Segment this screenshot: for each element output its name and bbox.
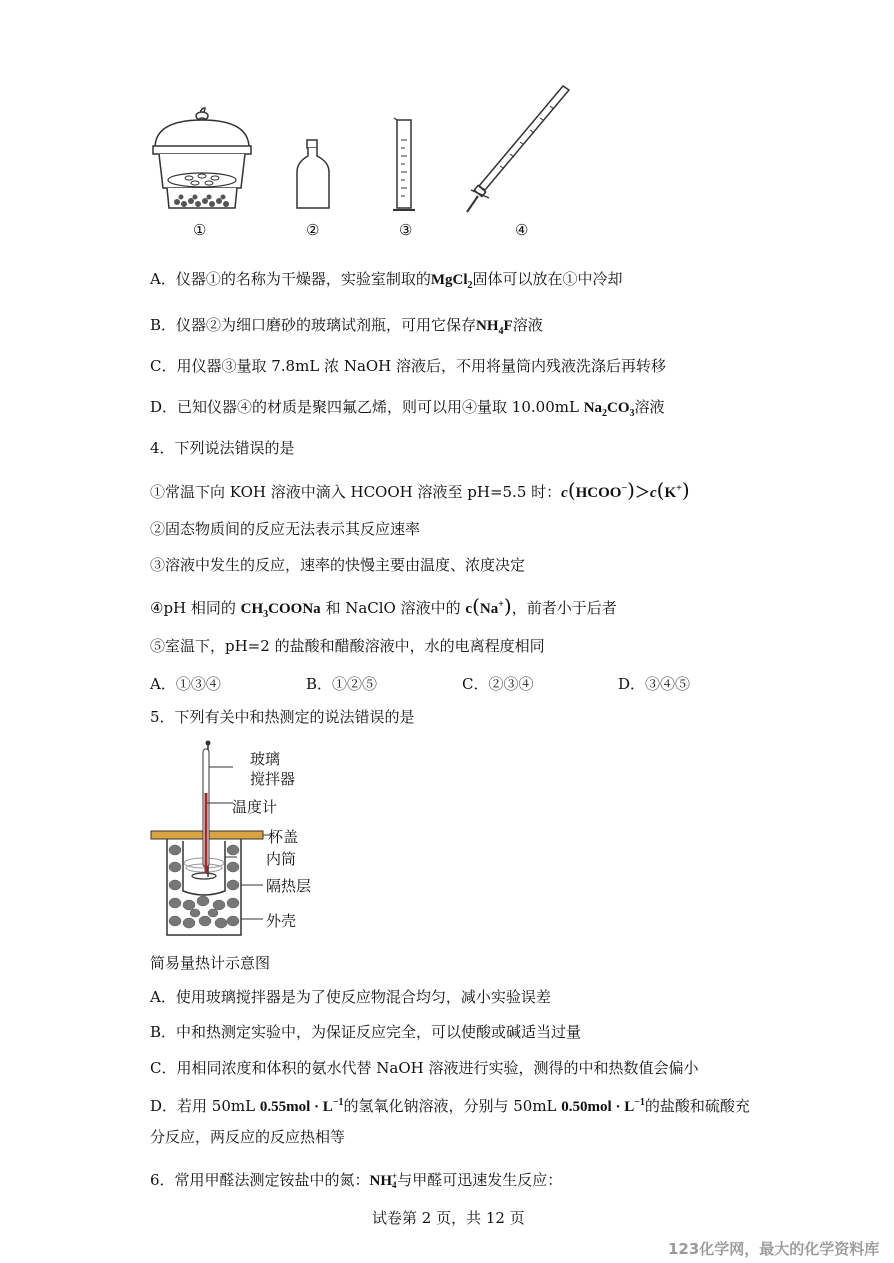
q3-option-c: C．用仪器③量取 7.8mL 浓 NaOH 溶液后，不用将量筒内残液洗涤后再转移 xyxy=(150,357,667,375)
q4-choice-d: D．③④⑤ xyxy=(618,675,691,693)
instrument-figure xyxy=(145,78,585,223)
diagram-label-inner-cylinder: 内筒 xyxy=(266,850,297,868)
desiccator-drawing xyxy=(153,108,251,208)
diagram-label-thermometer: 温度计 xyxy=(232,798,278,816)
q4-statement-1: ①常温下向 KOH 溶液中滴入 HCOOH 溶液至 pH=5.5 时：c(HCOO−)＞c(K+) xyxy=(150,478,690,502)
figure-label-4: ④ xyxy=(515,221,529,239)
q4-statement-4: ④pH 相同的 $CH_3COONa$ 和 NaClO 溶液中的 c(Na+)，前者小于后者 xyxy=(150,594,617,620)
q4-stem: 4．下列说法错误的是 xyxy=(150,439,295,457)
graduated-cylinder-drawing xyxy=(393,118,415,210)
burette-drawing xyxy=(467,86,569,212)
q4-choice-a: A．①③④ xyxy=(150,675,221,693)
q5-option-d-line2: 分反应，两反应的反应热相等 xyxy=(150,1128,346,1146)
q5-option-b: B．中和热测定实验中，为保证反应完全，可以使酸或碱适当过量 xyxy=(150,1023,582,1041)
q4-statement-3: ③溶液中发生的反应，速率的快慢主要由温度、浓度决定 xyxy=(150,556,526,574)
page-footer: 试卷第 2 页，共 12 页 xyxy=(372,1209,525,1227)
diagram-label-insulation: 隔热层 xyxy=(266,877,312,895)
diagram-label-lid: 杯盖 xyxy=(268,828,299,846)
q4-statement-2: ②固态物质间的反应无法表示其反应速率 xyxy=(150,520,421,538)
q5-option-c: C．用相同浓度和体积的氨水代替 NaOH 溶液进行实验，测得的中和热数值会偏小 xyxy=(150,1059,699,1077)
q4-choice-b: B．①②⑤ xyxy=(306,675,378,693)
q4-statement-5: ⑤室温下，pH=2 的盐酸和醋酸溶液中，水的电离程度相同 xyxy=(150,637,545,655)
figure-label-2: ② xyxy=(306,221,320,239)
q5-stem: 5．下列有关中和热测定的说法错误的是 xyxy=(150,708,415,726)
q3-option-b: B．仪器②为细口磨砂的玻璃试剂瓶，可用它保存$NH_4F$溶液 xyxy=(150,316,543,337)
q5-option-d-line1: D．若用 50mL $0.55mol \cdot L^{-1}$的氢氧化钠溶液，分别与 50mL $0.50mol \cdot L^{-1}$的盐酸和硫酸充 xyxy=(150,1097,750,1115)
q3-option-d: D．已知仪器④的材质是聚四氟乙烯，则可以用④量取 10.00mL $Na_2CO_3$溶液 xyxy=(150,398,665,419)
q4-choice-c: C．②③④ xyxy=(462,675,534,693)
q6-stem: 6．常用甲醛法测定铵盐中的氮：NH + 4 与甲醛可迅速发生反应： xyxy=(150,1171,563,1190)
q3-option-a: A．仪器①的名称为干燥器，实验室制取的MgCl$_2$固体可以放在①中冷却 xyxy=(150,270,623,291)
diagram-label-stirrer: 搅拌器 xyxy=(250,770,296,788)
diagram-label-shell: 外壳 xyxy=(266,912,297,930)
figure-label-1: ① xyxy=(193,221,207,239)
figure-label-3: ③ xyxy=(399,221,413,239)
diagram-label-glass: 玻璃 xyxy=(250,750,281,768)
watermark: 123化学网，最大的化学资料库 xyxy=(668,1240,880,1258)
q5-option-a: A．使用玻璃搅拌器是为了使反应物混合均匀，减小实验误差 xyxy=(150,988,551,1006)
q5-diagram-caption: 简易量热计示意图 xyxy=(150,954,271,972)
reagent-bottle-drawing xyxy=(297,140,329,208)
